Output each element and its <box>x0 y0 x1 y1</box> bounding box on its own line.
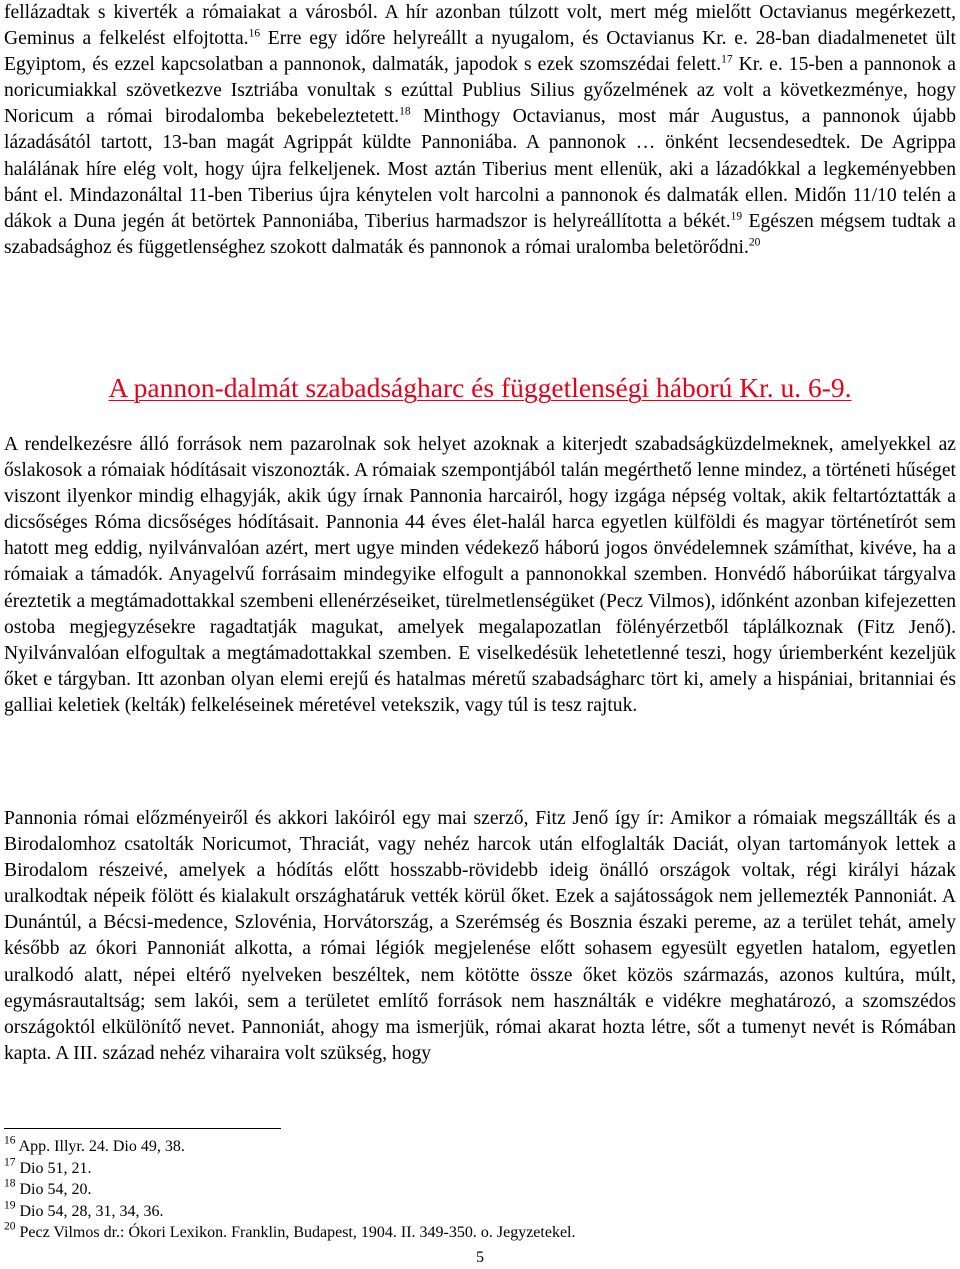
footnote-number: 20 <box>4 1220 16 1233</box>
paragraph-text: Kr. e. 15-ben a pannonok a noricumiakkal szövetkezve Isztriába vonultak s ezúttal Publius Silius győzelmének az volt a következménye, hogy Noricum a római birodalomba bekebeleztetett. <box>4 54 956 128</box>
paragraph-sources: A rendelkezésre álló források nem pazarolnak sok helyet azoknak a kiterjedt szabadságküzdelmeknek, amelyekkel az őslakosok a rómaiak hódításait viszonozták. A rómaiak szempontjából talán megérthető lenne mindez, a történeti hűséget viszont ilyenkor mindig elhagyják, akik úgy írnak Pannonia harcairól, hogy izgága népség voltak, akik feltartóztatták a dicsőséges Róma dicsőséges hódításait. Pannonia 44 éves élet-halál harca egyetlen külföldi és magyar történetírót sem hatott meg eddig, nyilvánvalóan azért, mert ugye minden védekező háború jogos önvédelemnek számíthat, kivéve, ha a rómaiak a támadók. Anyagelvű forrásaim mindegyike elfogult a pannonokkal szemben. Honvédő háborúikat tárgyalva éreztetik a megtámadottakkal szembeni ellenérzéseiket, türelmetlenségüket (Pecz Vilmos), időnként azonban kifejezetten ostoba megjegyzésekre ragadtatják magukat, amelyek megalapozatlan fölényérzetből táplálkoznak (Fitz Jenő). Nyilvánvalóan elfogultak a megtámadottakkal szemben. E viselkedésük lehetetlenné teszi, hogy úriemberként kezeljük őket e tárgyban. Itt azonban olyan elemi erejű és hatalmas méretű szabadságharc tört ki, amely a hispániai, britanniai és galliai keletiek (kelták) felkeléseinek méretével vetekszik, vagy túl is tesz rajtuk. <box>4 434 956 716</box>
footnote-ref-18[interactable]: 18 <box>399 105 411 118</box>
paragraph-pannonia: Pannonia római előzményeiről és akkori lakóiról egy mai szerző, Fitz Jenő így ír: Amikor a rómaiak megszállták és a Birodalomhoz csatolták Noricumot, Thraciát, vagy nehéz harcok után elfoglalták Daciát, olyan tartományok lettek a Birodalom részeivé, amelyek a hódítás előtt hosszabb-rövidebb ideig önálló országok voltak, régi királyi házak uralkodtak népeik fölött és kialakult országhatáruk vették körül őket. Ezek a sajátosságok nem jellemezték Pannoniát. A Dunántúl, a Bécsi-medence, Szlovénia, Horvátország, a Szerémség és Bosznia északi pereme, az a terület tehát, amely később az ókori Pannoniát alkotta, a római légiók megjelenése előtt sohasem egyesült egyetlen hatalom, egyetlen uralkodó alatt, népei eltérő nyelveken beszéltek, nem kötötte össze őket közös származás, azonos kultúra, múlt, egymásrautaltság; sem lakói, sem a területet említő források nem használták e vidékre meghatározó, a szomszédos országoktól elkülönítő nevet. Pannoniát, ahogy ma ismerjük, római akarat hozta létre, sőt a tumenyt nevét is Rómában kapta. A III. század nehéz viharaira volt szükség, hogy <box>4 808 956 1064</box>
paragraph-text: Egészen mégsem tudtak a szabadsághoz és függetlenséghez szokott dalmaták és pannonok a római uralomba beletörődni. <box>4 210 957 258</box>
section-heading: A pannon-dalmát szabadságharc és függetlenségi háború Kr. u. 6-9. <box>108 372 852 403</box>
footnote-text: Dio 51, 21. <box>15 1159 92 1177</box>
footnote-divider <box>4 1128 281 1129</box>
footnote-20 <box>4 1222 944 1244</box>
footnote-number: 16 <box>4 1134 16 1147</box>
page-number: 5 <box>476 1249 484 1266</box>
footnote-text: Dio 54, 20. <box>15 1181 92 1198</box>
footnote-number: 17 <box>4 1156 16 1169</box>
footnote-ref-16[interactable]: 16 <box>248 27 261 40</box>
footnote-ref-19[interactable]: 19 <box>730 210 743 223</box>
footnote-ref-20[interactable]: 20 <box>748 236 761 249</box>
paragraph-text: Minthogy Octavianus, most már Augustus, a pannonok újabb lázadásától tartott, 13-ban magát Agrippát küldte Pannoniába. A pannonok … önként lecsendesedtek. De Agrippa halálának híre elég volt, hogy újra felkeljenek. Most aztán Tiberius ment ellenük, aki a lázadókkal a legkeményebben bánt el. Mindazonáltal 11-ben Tiberius újra kénytelen volt harcolni a pannonok és dalmaták ellen. Midőn 11/10 telén a dákok a Duna jegén át betörtek Pannoniába, Tiberius harmadszor is helyreállította a békét. <box>4 106 956 232</box>
footnote-16 <box>4 1136 944 1158</box>
footnote-17 <box>4 1158 944 1180</box>
paragraph-text: Erre egy időre helyreállt a nyugalom, és Octavianus Kr. e. 28-ban diadalmenetet ült Egyiptom, és ezzel kapcsolatban a pannonok, dalmaták, japodok s ezek szomszédai felett. <box>4 28 956 76</box>
paragraph-intro <box>4 0 956 261</box>
footnote-number: 19 <box>4 1199 16 1212</box>
footnote-18 <box>4 1179 944 1201</box>
paragraph-text: fellázadtak s kiverték a rómaiakat a városból. A hír azonban túlzott volt, mert még mielőtt Octavianus megérkezett, Geminus a felkelést elfojtotta. <box>4 2 956 50</box>
footnote-19 <box>4 1201 944 1223</box>
footnotes <box>4 1136 944 1244</box>
footnote-text: App. Illyr. 24. Dio 49, 38. <box>15 1138 185 1155</box>
footnote-number: 18 <box>4 1177 16 1190</box>
footnote-text: Dio 54, 28, 31, 34, 36. <box>15 1202 164 1220</box>
footnote-ref-17[interactable]: 17 <box>721 53 733 66</box>
footnote-text: Pecz Vilmos dr.: Ókori Lexikon. Franklin, Budapest, 1904. II. 349-350. o. Jegyzetekel. <box>15 1224 576 1241</box>
